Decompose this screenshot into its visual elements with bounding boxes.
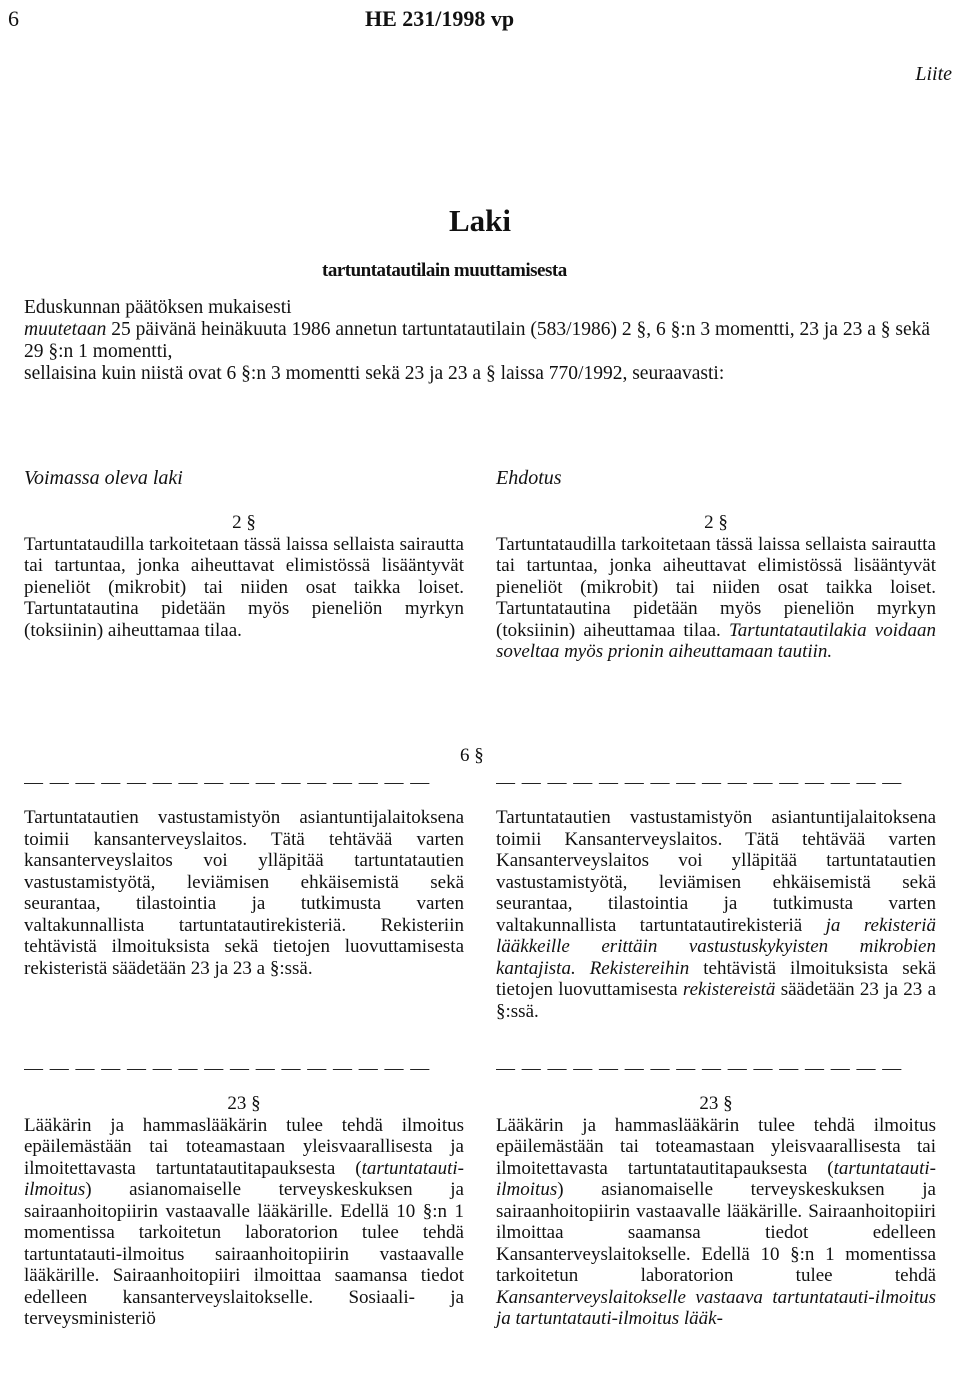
right-section-6-text-c: säädetään 23 ja 23 a §:ssä. — [496, 979, 936, 1022]
section-number: 2 § — [704, 512, 728, 533]
right-section-2 — [496, 512, 936, 663]
left-section-23-text — [24, 1115, 464, 1330]
right-section-23 — [496, 1093, 936, 1330]
left-section-6-text: Tartuntatautien vastustamistyön asiantuntijalaitoksena toimii kansanterveyslaitos. Tätä tehtävää varten kansanterveyslaitos voi ylläpitää tartuntatautien vastustamistyötä, leviämisen ehkäisemistä sekä seurantaa, tilastointia ja tutkimusta varten valtakunnallista tartuntatautirekisteriä. Rekisteriin tehtävistä ilmoituksista sekä tietojen luovuttamisesta rekisteristä säädetään 23 ja 23 a §:ssä. — [24, 807, 464, 979]
right-section-6-amendment-2: rekistereistä — [682, 979, 776, 1000]
left-section-6 — [24, 807, 464, 979]
section-number: 23 § — [699, 1093, 733, 1114]
running-title: HE 231/1998 vp — [365, 6, 515, 31]
right-section-6-text-b: tehtävistä ilmoituksista sekä tietojen luovuttamisesta — [496, 957, 936, 1000]
intro-line-2 — [24, 319, 954, 363]
right-column-heading: Ehdotus — [496, 467, 562, 489]
left-section-2-text: Tartuntataudilla tarkoitetaan tässä laissa sellaista sairautta tai tartuntaa, jonka aiheuttavat elimistössä lisääntyvät pieneliöt (mikrobit) tai niiden osat taikka loiset. Tartuntatautina pidetään myös pieneliön myrkyn (toksiinin) aiheuttamaa tilaa. — [24, 533, 464, 641]
law-title: Laki — [448, 203, 512, 238]
right-section-23-amendment: Kansanterveyslaitokselle vastaava tartuntatauti-ilmoitus ja tartuntatauti-ilmoitus lääk- — [496, 1286, 936, 1329]
intro-line-3: sellaisina kuin niistä ovat 6 §:n 3 momentti sekä 23 ja 23 a § laissa 770/1992, seuraavasti: — [24, 363, 725, 384]
right-section-2-text-plain: Tartuntataudilla tarkoitetaan tässä laissa sellaista sairautta tai tartuntaa, jonka aiheuttavat elimistössä lisääntyvät pieneliöt (mikrobit) tai niiden osat taikka loiset. Tartuntatautina pidetään myös pieneliön myrkyn (toksiinin) aiheuttamaa tilaa. — [496, 533, 936, 641]
left-column-heading: Voimassa oleva laki — [24, 467, 183, 489]
section-number: 23 § — [227, 1093, 261, 1114]
left-section-23 — [24, 1093, 464, 1330]
omission-dashes: — — — — — — — — — — — — — — — — — [496, 1058, 903, 1079]
right-section-6 — [496, 807, 936, 1022]
intro-line-1: Eduskunnan päätöksen mukaisesti — [24, 297, 292, 318]
intro-block — [24, 297, 954, 385]
left-section-23-term: tartuntatauti-ilmoitus — [24, 1157, 464, 1200]
appendix-label: Liite — [915, 63, 952, 85]
right-section-6-text — [496, 807, 936, 1022]
section-6-number: 6 § — [460, 745, 484, 766]
law-subtitle: tartuntatautilain muuttamisesta — [322, 260, 567, 281]
omission-dashes: — — — — — — — — — — — — — — — — — [24, 772, 431, 793]
intro-line-2-text: 25 päivänä heinäkuuta 1986 annetun tartuntatautilain (583/1986) 2 §, 6 §:n 3 momentti, 23 ja 23 a § sekä 29 §:n 1 momentti, — [24, 319, 931, 362]
omission-dashes: — — — — — — — — — — — — — — — — — [24, 1058, 431, 1079]
right-section-23-text-a: Lääkärin ja hammaslääkärin tulee tehdä ilmoitus epäilemästään tai toteamastaan yleisvaarallisesta tai ilmoitettavasta tartuntatautitapauksesta ( — [496, 1114, 936, 1179]
right-section-23-term: tartuntatauti-ilmoitus — [496, 1157, 936, 1200]
left-section-2 — [24, 512, 464, 641]
right-section-23-text-b: ) asianomaiselle terveyskeskuksen ja sairaanhoitopiirin vastaavalle lääkärille. Sairaanhoitopiiri ilmoittaa saamansa tiedot edelleen Kansanterveyslaitokselle. Edellä 10 §:n 1 momentissa tarkoitetun laboratorion tulee tehdä — [496, 1179, 936, 1286]
left-section-23-text-a: Lääkärin ja hammaslääkärin tulee tehdä ilmoitus epäilemästään tai toteamastaan yleisvaarallisesta ja ilmoitettavasta tartuntatautitapauksesta ( — [24, 1114, 464, 1179]
intro-verb: muutetaan — [24, 319, 107, 340]
right-section-6-amendment-1: ja rekisteriä lääkkeille erittäin vastustuskykyisten mikrobien kantajista. Rekistereihin — [496, 914, 936, 979]
omission-dashes: — — — — — — — — — — — — — — — — — [496, 772, 903, 793]
section-number: 2 § — [232, 512, 256, 533]
right-section-23-text — [496, 1115, 936, 1330]
page-number: 6 — [8, 6, 19, 31]
left-section-23-text-b: ) asianomaiselle terveyskeskuksen ja sairaanhoitopiirin vastaavalle lääkärille. Edellä 10 §:n 1 momentissa tarkoitetun laboratorion tulee tehdä tartuntatauti-ilmoitus sairaanhoitopiirin vastaavalle lääkärille. Sairaanhoitopiiri ilmoittaa saamansa tiedot edelleen kansanterveyslaitokselle. Sosiaali- ja terveysministeriö — [24, 1179, 464, 1329]
right-section-6-text-a: Tartuntatautien vastustamistyön asiantuntijalaitoksena toimii Kansanterveyslaitos. Tätä tehtävää varten Kansanterveyslaitos voi ylläpitää tartuntatautien vastustamistyötä, leviämisen ehkäisemistä sekä seurantaa, tilastointia ja tutkimusta varten valtakunnallista tartuntatautirekisteriä — [496, 807, 936, 936]
right-section-2-amendment: Tartuntatautilakia voidaan soveltaa myös prionin aiheuttamaan tautiin. — [496, 619, 936, 662]
right-section-2-text — [496, 534, 936, 663]
